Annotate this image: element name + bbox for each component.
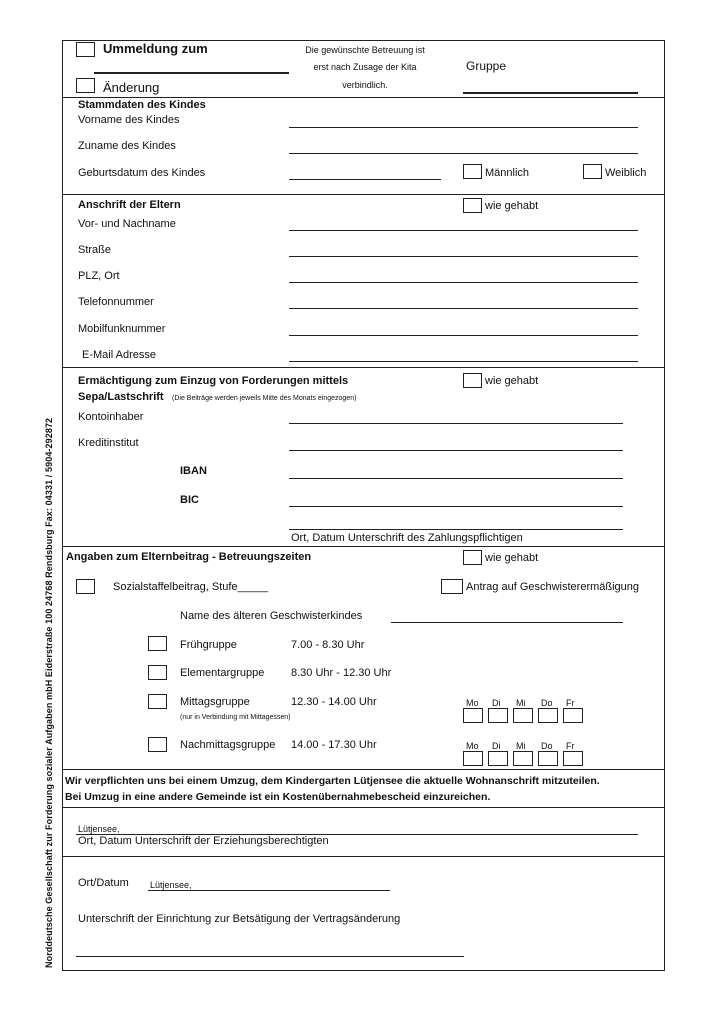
elementargruppe-checkbox[interactable]: [148, 665, 167, 680]
nachmittagsgruppe-checkbox[interactable]: [148, 737, 167, 752]
nachmittag-day-label-di: Di: [492, 741, 501, 751]
aenderung-label: Änderung: [103, 80, 160, 95]
separator-sepa: [62, 546, 665, 547]
telefon-label: Telefonnummer: [78, 296, 154, 308]
mittag-day-checkbox-fr[interactable]: [563, 708, 583, 723]
unterschrift-label: Ort, Datum Unterschrift der Erziehungsberechtigten: [78, 835, 329, 847]
telefon-field[interactable]: [289, 308, 638, 309]
vorname-label: Vorname des Kindes: [78, 114, 180, 126]
fruehgruppe-time: 7.00 - 8.30 Uhr: [291, 639, 365, 651]
separator-kind: [62, 194, 665, 195]
geschwisterkind-label: Name des älteren Geschwisterkindes: [180, 610, 363, 622]
mittag-day-label-mo: Mo: [466, 698, 479, 708]
mittag-day-checkbox-mo[interactable]: [463, 708, 483, 723]
separator-eltern: [62, 367, 665, 368]
ummeldung-label: Ummeldung zum: [103, 41, 208, 56]
sozialstaffel-checkbox[interactable]: [76, 579, 95, 594]
sepa-note: (Die Beiträge werden jeweils Mitte des Monats eingezogen): [172, 395, 357, 402]
notice-line-2: erst nach Zusage der Kita: [313, 62, 417, 72]
mittagsgruppe-time: 12.30 - 14.00 Uhr: [291, 696, 377, 708]
nachmittag-day-checkbox-di[interactable]: [488, 751, 508, 766]
nachmittag-day-checkbox-fr[interactable]: [563, 751, 583, 766]
separator-unterschrift: [62, 856, 665, 857]
bic-label: BIC: [180, 494, 199, 506]
eltern-name-label: Vor- und Nachname: [78, 218, 176, 230]
nachmittag-day-checkbox-do[interactable]: [538, 751, 558, 766]
strasse-label: Straße: [78, 244, 112, 256]
iban-label: IBAN: [180, 465, 207, 477]
sepa-signature-field[interactable]: [289, 529, 623, 530]
nachmittag-day-label-mo: Mo: [466, 741, 479, 751]
email-label: E-Mail Adresse: [82, 349, 156, 361]
elementargruppe-label: Elementargruppe: [180, 667, 265, 679]
mittag-day-checkbox-do[interactable]: [538, 708, 558, 723]
einrichtung-ort-label: Ort/Datum: [78, 877, 129, 889]
kreditinstitut-field[interactable]: [289, 450, 623, 451]
hinweis-line-2: Bei Umzug in eine andere Gemeinde ist ein Kostenübernahmebescheid einzureichen.: [65, 791, 491, 803]
plz-ort-label: PLZ, Ort: [78, 270, 120, 282]
organization-sidebar-text: Norddeutsche Gesellschaft zur Forderung sozialer Aufgaben mbH Eiderstraße 100 24768 Rendsburg Fax: 04331 / 5904-292872: [44, 417, 54, 968]
eltern-wie-gehabt-checkbox[interactable]: [463, 198, 482, 213]
hinweis-line-1: Wir verpflichten uns bei einem Umzug, dem Kindergarten Lütjensee die aktuelle Wohnanschrift mitzuteilen.: [65, 775, 600, 787]
beitrag-wie-gehabt-checkbox[interactable]: [463, 550, 482, 565]
ummeldung-checkbox[interactable]: [76, 42, 95, 57]
mittag-day-label-di: Di: [492, 698, 501, 708]
eltern-heading: Anschrift der Eltern: [78, 199, 181, 211]
separator-beitrag: [62, 769, 665, 770]
geburtsdatum-label: Geburtsdatum des Kindes: [78, 167, 206, 179]
zuname-field[interactable]: [289, 153, 638, 154]
einrichtung-signature-field[interactable]: [76, 956, 464, 957]
sepa-signature-label: Ort, Datum Unterschrift des Zahlungspflichtigen: [291, 532, 523, 544]
plz-ort-field[interactable]: [289, 282, 638, 283]
eltern-name-field[interactable]: [289, 230, 638, 231]
nachmittagsgruppe-label: Nachmittagsgruppe: [180, 739, 276, 751]
kontoinhaber-field[interactable]: [289, 423, 623, 424]
fruehgruppe-label: Frühgruppe: [180, 639, 237, 651]
sepa-wie-gehabt-checkbox[interactable]: [463, 373, 482, 388]
gruppe-field[interactable]: [463, 92, 638, 94]
mittag-day-label-mi: Mi: [516, 698, 526, 708]
nachmittagsgruppe-time: 14.00 - 17.30 Uhr: [291, 739, 377, 751]
geschwister-label: Antrag auf Geschwisterermäßigung: [466, 581, 640, 593]
notice-line-1: Die gewünschte Betreuung ist: [305, 45, 425, 55]
vorname-field[interactable]: [289, 127, 638, 128]
bic-field[interactable]: [289, 506, 623, 507]
beitrag-heading: Angaben zum Elternbeitrag - Betreuungszeiten: [66, 551, 312, 563]
mittagsgruppe-checkbox[interactable]: [148, 694, 167, 709]
geschwister-checkbox[interactable]: [441, 579, 463, 594]
mobil-label: Mobilfunknummer: [78, 323, 166, 335]
maennlich-checkbox[interactable]: [463, 164, 482, 179]
mittag-day-checkbox-di[interactable]: [488, 708, 508, 723]
nachmittag-day-checkbox-mi[interactable]: [513, 751, 533, 766]
ummeldung-underline: [94, 72, 289, 74]
mittag-day-checkbox-mi[interactable]: [513, 708, 533, 723]
sepa-wie-gehabt-label: wie gehabt: [485, 375, 539, 387]
weiblich-label: Weiblich: [605, 167, 647, 179]
kind-heading: Stammdaten des Kindes: [78, 99, 206, 111]
email-field[interactable]: [289, 361, 638, 362]
sozialstaffel-label: Sozialstaffelbeitrag, Stufe_____: [113, 581, 269, 593]
mobil-field[interactable]: [289, 335, 638, 336]
einrichtung-label: Unterschrift der Einrichtung zur Betsätigung der Vertragsänderung: [78, 913, 401, 925]
nachmittag-day-checkbox-mo[interactable]: [463, 751, 483, 766]
weiblich-checkbox[interactable]: [583, 164, 602, 179]
geburtsdatum-field[interactable]: [289, 179, 441, 180]
mittagsgruppe-label: Mittagsgruppe: [180, 696, 250, 708]
maennlich-label: Männlich: [485, 167, 530, 179]
mittag-day-label-fr: Fr: [566, 698, 575, 708]
nachmittag-day-label-mi: Mi: [516, 741, 526, 751]
nachmittag-day-label-do: Do: [541, 741, 553, 751]
iban-field[interactable]: [289, 478, 623, 479]
notice-line-3: verbindlich.: [342, 80, 388, 90]
sepa-heading-1: Ermächtigung zum Einzug von Forderungen mittels: [78, 375, 349, 387]
einrichtung-ort-value: Lütjensee,: [150, 880, 192, 890]
strasse-field[interactable]: [289, 256, 638, 257]
gruppe-label: Gruppe: [466, 59, 507, 73]
beitrag-wie-gehabt-label: wie gehabt: [485, 552, 539, 564]
mittag-day-label-do: Do: [541, 698, 553, 708]
sepa-heading-2: Sepa/Lastschrift: [78, 391, 164, 403]
aenderung-checkbox[interactable]: [76, 78, 95, 93]
fruehgruppe-checkbox[interactable]: [148, 636, 167, 651]
zuname-label: Zuname des Kindes: [78, 140, 176, 152]
kontoinhaber-label: Kontoinhaber: [78, 411, 144, 423]
kreditinstitut-label: Kreditinstitut: [78, 437, 139, 449]
nachmittag-day-label-fr: Fr: [566, 741, 575, 751]
mittagsgruppe-note: (nur in Verbindung mit Mittagessen): [180, 714, 291, 721]
elementargruppe-time: 8.30 Uhr - 12.30 Uhr: [291, 667, 392, 679]
eltern-wie-gehabt-label: wie gehabt: [485, 200, 539, 212]
separator-header: [62, 97, 665, 98]
unterschrift-ort-value: Lütjensee,: [78, 824, 120, 834]
separator-hinweis: [62, 807, 665, 808]
geschwisterkind-field[interactable]: [391, 622, 623, 623]
einrichtung-ort-field[interactable]: [148, 890, 390, 891]
